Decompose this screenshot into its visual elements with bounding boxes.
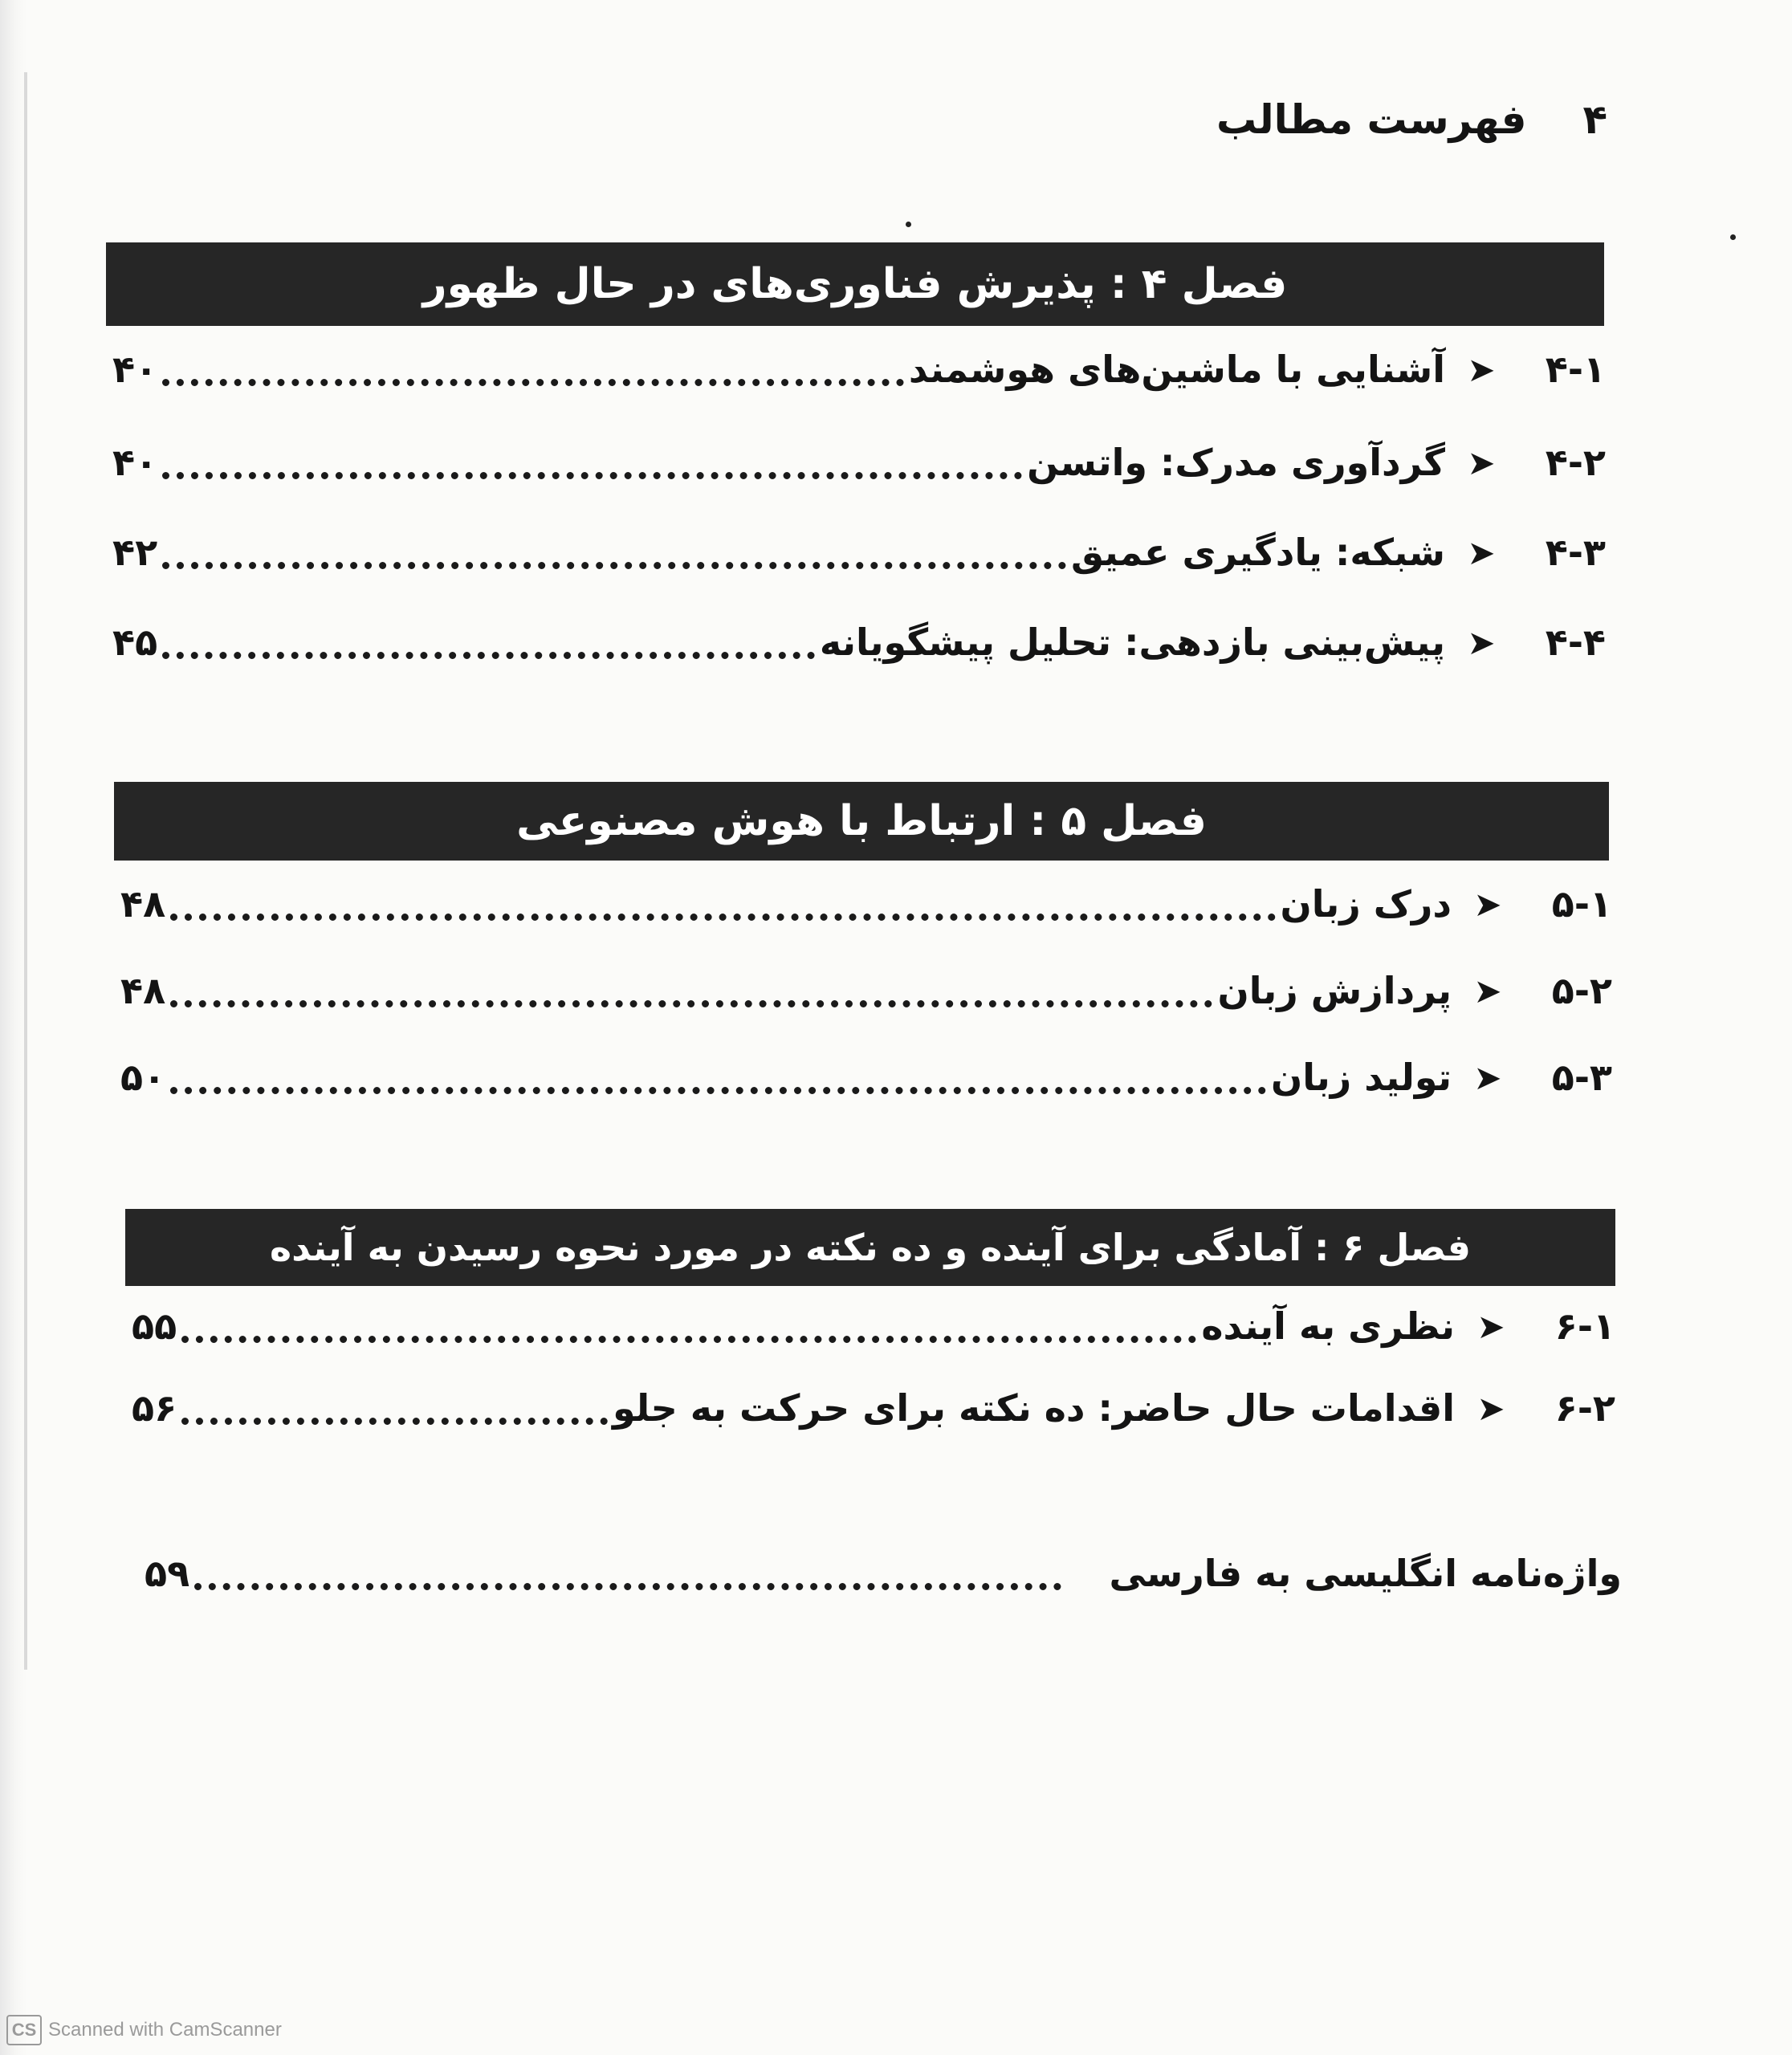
toc-entry[interactable] (120, 872, 1612, 936)
section-title: تولید زبان (1270, 1056, 1452, 1099)
section-number: ۵-۱ (1551, 882, 1612, 926)
dot-leader (162, 472, 1022, 479)
glossary-title: واژه‌نامه انگلیسی به فارسی (1109, 1552, 1622, 1595)
toc-entry[interactable] (132, 1376, 1615, 1440)
dot-leader (181, 1418, 608, 1425)
page-ref: ۴۵ (112, 621, 158, 664)
page-edge-shadow (0, 0, 27, 2055)
watermark-text: Scanned with CamScanner (48, 2019, 282, 2041)
page-ref: ۵۶ (132, 1386, 177, 1430)
arrow-icon: ➤ (1476, 1388, 1505, 1428)
section-number: ۴-۴ (1545, 621, 1606, 664)
toc-entry[interactable] (132, 1294, 1615, 1358)
section-title: پردازش زبان (1217, 969, 1452, 1012)
page-number: ۴ (1582, 96, 1607, 143)
page-ref: ۴۸ (120, 969, 166, 1012)
toc-entry[interactable] (112, 337, 1606, 401)
dot-leader (162, 562, 1066, 569)
section-number: ۶-۲ (1554, 1386, 1615, 1430)
scanner-watermark (6, 2015, 282, 2045)
ink-dot (1730, 234, 1736, 240)
dot-leader (170, 1000, 1212, 1007)
arrow-icon: ➤ (1476, 1306, 1505, 1346)
section-title: آشنایی با ماشین‌های هوشمند (908, 348, 1445, 391)
toc-entry[interactable] (120, 1045, 1612, 1109)
arrow-icon: ➤ (1473, 971, 1502, 1011)
dot-leader (162, 379, 904, 386)
glossary-entry[interactable] (145, 1541, 1622, 1605)
arrow-icon: ➤ (1467, 532, 1496, 572)
dot-leader (170, 914, 1275, 921)
page-title: فهرست مطالب (1216, 96, 1527, 143)
dot-leader (181, 1336, 1196, 1343)
dot-leader (162, 652, 815, 659)
arrow-icon: ➤ (1467, 349, 1496, 389)
page-ref: ۵۵ (132, 1304, 177, 1348)
toc-entry[interactable] (112, 610, 1606, 674)
section-title: پیش‌بینی بازدهی: تحلیل پیشگویانه (819, 621, 1445, 664)
camscanner-logo-icon: CS (6, 2015, 42, 2045)
page-header (1216, 96, 1607, 143)
dot-leader (194, 1583, 1061, 1590)
dot-leader (170, 1087, 1266, 1094)
page-ref: ۴۰ (112, 348, 158, 391)
chapter-heading: فصل ۶ : آمادگی برای آینده و ده نکته در مورد نحوه رسیدن به آینده (125, 1209, 1615, 1286)
section-number: ۶-۱ (1554, 1304, 1615, 1348)
arrow-icon: ➤ (1467, 622, 1496, 662)
arrow-icon: ➤ (1467, 442, 1496, 482)
section-number: ۵-۳ (1551, 1056, 1612, 1099)
page-ref: ۴۸ (120, 882, 166, 926)
ink-dot (906, 222, 911, 227)
section-title: اقدامات حال حاضر: ده نکته برای حرکت به جلو (613, 1386, 1455, 1430)
section-number: ۵-۲ (1551, 969, 1612, 1012)
toc-entry[interactable] (120, 958, 1612, 1023)
page-ref: ۴۰ (112, 441, 158, 484)
chapter-heading: فصل ۴ : پذیرش فناوری‌های در حال ظهور (106, 242, 1604, 326)
toc-entry[interactable] (112, 520, 1606, 584)
chapter-heading: فصل ۵ : ارتباط با هوش مصنوعی (114, 782, 1609, 861)
section-title: شبکه: یادگیری عمیق (1070, 531, 1445, 574)
arrow-icon: ➤ (1473, 1057, 1502, 1097)
toc-entry[interactable] (112, 430, 1606, 494)
section-number: ۴-۲ (1545, 441, 1606, 484)
section-title: نظری به آینده (1201, 1304, 1455, 1348)
section-title: درک زبان (1280, 882, 1452, 926)
section-number: ۴-۳ (1545, 531, 1606, 574)
page-ref: ۴۲ (112, 531, 158, 574)
page-ref: ۵۹ (145, 1552, 190, 1595)
page-ref: ۵۰ (120, 1056, 166, 1099)
section-title: گردآوری مدرک: واتسن (1027, 441, 1445, 484)
arrow-icon: ➤ (1473, 884, 1502, 924)
page-binding-line (24, 72, 27, 1670)
section-number: ۴-۱ (1545, 348, 1606, 391)
